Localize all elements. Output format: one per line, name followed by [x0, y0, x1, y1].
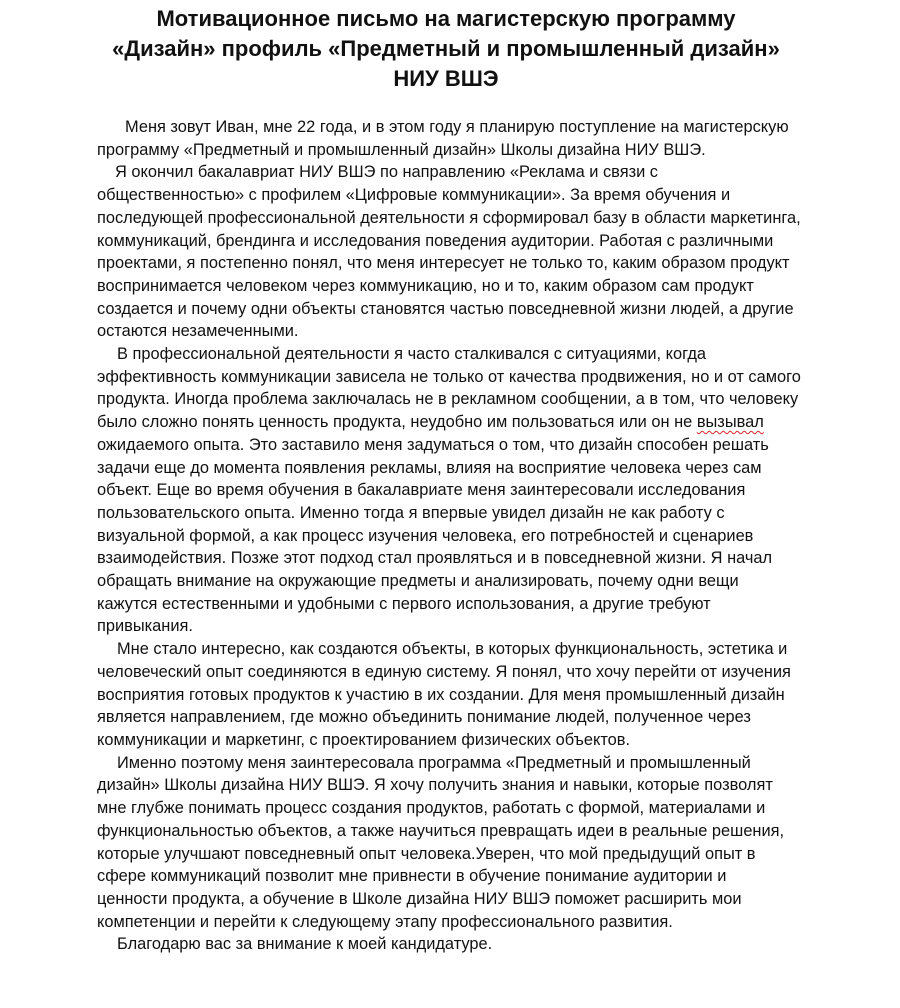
paragraph-intro: Меня зовут Иван, мне 22 года, и в этом году я планирую поступление на магистерскую программу «Предметный и промышленный дизайн» Школы дизайна НИУ ВШЭ.	[97, 118, 789, 159]
paragraph-text-after-misspelling: ожидаемого опыта. Это заставило меня задуматься о том, что дизайн способен решать задачи еще до момента появления рекламы, влияя на восприятие человека через сам объект. Еще во время обучения в бакалавриате меня заинтересовали исследования пользовательского опыта. Именно тогда я впервые увидел дизайн не как работу с визуальной формой, а как процесс изучения человека, его потребностей и сценариев взаимодействия. Позже этот подход стал проявляться и в повседневной жизни. Я начал обращать внимание на окружающие предметы и анализировать, почему одни вещи кажутся естественными и удобными с первого использования, а другие требуют привыкания.	[97, 435, 773, 636]
paragraph-professional-experience	[97, 343, 801, 638]
paragraph-program-motivation: Именно поэтому меня заинтересовала программа «Предметный и промышленный дизайн» Школы дизайна НИУ ВШЭ. Я хочу получить знания и навыки, которые позволят мне глубже понимать процесс создания продуктов, работать с формой, материалами и функциональностью объектов, а также научиться превращать идеи в реальные решения, которые улучшают повседневный опыт человека.Уверен, что мой предыдущий опыт в сфере коммуникаций позволит мне привнести в обучение понимание аудитории и ценности продукта, а обучение в Школе дизайна НИУ ВШЭ поможет расширить мои компетенции и перейти к следующему этапу профессионального развития.	[97, 753, 785, 931]
document-title: Мотивационное письмо на магистерскую программу «Дизайн» профиль «Предметный и промышленный дизайн» НИУ ВШЭ	[112, 6, 780, 91]
letter-body	[97, 116, 801, 956]
paragraph-text-before-misspelling: В профессиональной деятельности я часто сталкивался с ситуациями, когда эффективность коммуникации зависела не только от качества продвижения, но и от самого продукта. Иногда проблема заключалась не в рекламном сообщении, а в том, что человеку было сложно понять ценность продукта, неудобно им пользоваться или он не	[97, 345, 801, 432]
misspelled-word[interactable]: вызывал	[696, 413, 764, 432]
paragraph-interest: Мне стало интересно, как создаются объекты, в которых функциональность, эстетика и человеческий опыт соединяются в единую систему. Я понял, что хочу перейти от изучения восприятия готовых продуктов к участию в их создании. Для меня промышленный дизайн является направлением, где можно объединить понимание людей, полученное через коммуникации и маркетинг, с проектированием физических объектов.	[97, 640, 791, 749]
paragraph-education: Я окончил бакалавриат НИУ ВШЭ по направлению «Реклама и связи с общественностью» с профилем «Цифровые коммуникации». За время обучения и последующей профессиональной деятельности я сформировал базу в области маркетинга, коммуникаций, брендинга и исследования поведения аудитории. Работая с различными проектами, я постепенно понял, что меня интересует не только то, каким образом продукт воспринимается человеком через коммуникацию, но и то, каким образом сам продукт создается и почему одни объекты становятся частью повседневной жизни людей, а другие остаются незамеченными.	[97, 163, 801, 341]
paragraph-closing: Благодарю вас за внимание к моей кандидатуре.	[117, 935, 493, 954]
